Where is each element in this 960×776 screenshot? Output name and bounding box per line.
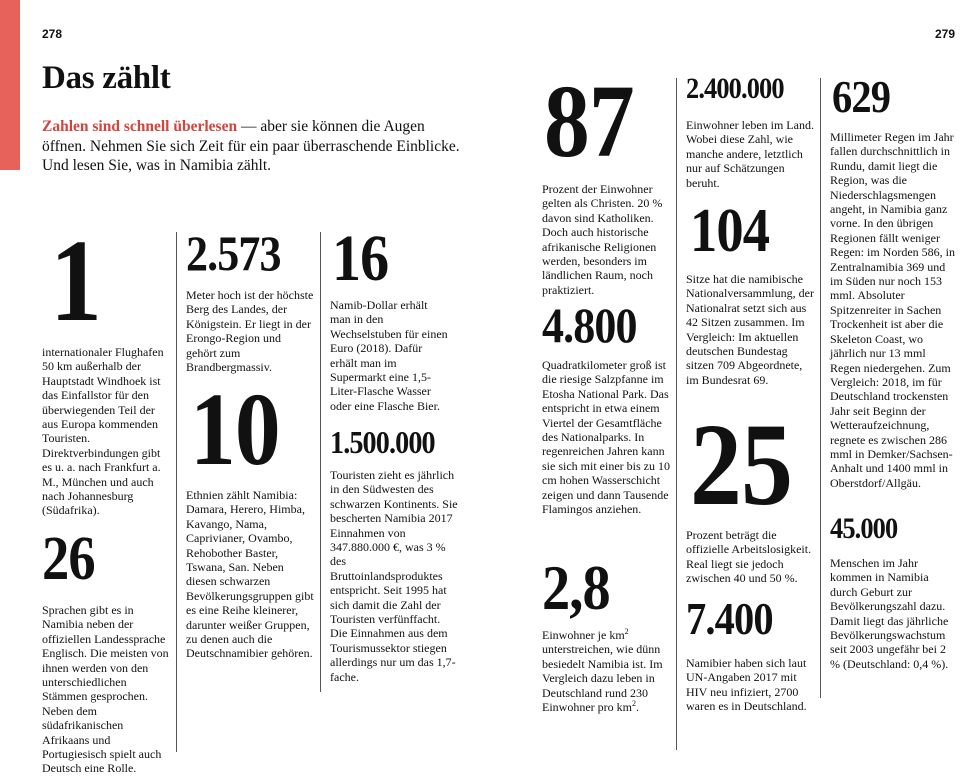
fact-number: 1.500.000 (330, 424, 435, 460)
fact-text (542, 628, 670, 714)
fact-number: 2.573 (186, 225, 281, 281)
fact-text: Sprachen gibt es in Namibia neben der offiziellen Landessprache Englisch. Die meisten von ihnen werden von den unterschiedlichen Stämmen gesprochen. Neben dem südafrikanischen Afrikaans und Portugiesisch spielt auch Deutsch eine Rolle. (42, 603, 169, 776)
fact-text: Millimeter Regen im Jahr fallen durchschnittlich in Rundu, damit liegt die Region, was die Niederschlagsmengen angeht, in Namibia ganz vorne. In den übrigen Regionen fällt weniger Regen: im Norden 586, in Zentralnamibia 369 und im Süden nur noch 153 mml. Absoluter Spitzenreiter in Sachen Trockenheit ist aber die Skeleton Coast, wo jährlich nur 13 mml Regen niedergehen. Zum Vergleich: 2018, im für Deutschland trockensten Jahr seit Beginn der Wetteraufzeichnung, regnete es zwischen 286 mml in Demker/Sachsen-Anhalt und 1400 mml in Oberstdorf/Allgäu. (830, 130, 955, 490)
fact-text: Touristen zieht es jährlich in den Südwesten des schwarzen Kontinents. Sie bescherten Namibia 2017 Einnahmen von 347.880.000 €, was 3 % des Bruttoinlandsproduktes entspricht. Seit 1995 hat sich damit die Zahl der Touristen verfünffacht. Die Einnahmen aus dem Tourismussektor stiegen allerdings nur um das 1,7-fache. (330, 468, 458, 684)
fact-text: Menschen im Jahr kommen in Namibia durch Geburt zur Bevölkerungszahl dazu. Damit liegt das jährliche Bevölkerungswachstum seit 2003 ungefähr bei 2 % (Deutschland: 0,4 %). (830, 556, 949, 671)
intro-highlight: Zahlen sind schnell überlesen (42, 118, 238, 135)
accent-bar (0, 0, 20, 170)
fact-text: Einwohner leben im Land. Wobei diese Zahl, wie manche andere, letztlich nur auf Schätzungen beruht. (686, 118, 814, 190)
fact-text: Quadratkilometer groß ist die riesige Salzpfanne im Etosha National Park. Das entspricht in etwa einem Viertel der Gesamtfläche des Nationalparks. In regenreichen Jahren kann sie sich mit einer bis zu 10 cm hohen Wasserschicht zeigen und dann Tausende Flamingos anziehen. (542, 358, 670, 517)
intro-rest: — aber sie können die Augen öffnen. Nehmen Sie sich Zeit für ein paar überraschende Einblicke. Und lesen Sie, was in Namibia zählt. (42, 118, 460, 174)
page-number-left: 278 (42, 27, 63, 41)
fact-number: 26 (42, 525, 95, 593)
fact-number: 7.400 (686, 593, 773, 644)
superscript: 2 (631, 699, 636, 709)
fact-text: Namibier haben sich laut UN-Angaben 2017 mit HIV neu infiziert, 2700 waren es in Deutschland. (686, 656, 807, 714)
fact-text: internationaler Flughafen 50 km außerhalb der Hauptstadt Windhoek ist das Einfallstor für den überwiegenden Teil der aus Europa kommenden Touristen. Direktverbindungen gibt es u. a. nach Frankfurt a. M., München und auch nach Johannesburg (Südafrika). (42, 345, 164, 518)
fact-number: 10 (190, 372, 280, 487)
superscript: 2 (624, 627, 629, 636)
fact-text-part: unterstreichen, wie dünn besiedelt Namibia ist. Im Vergleich dazu leben in Deutschland rund 230 Einwohner pro km (542, 642, 663, 715)
fact-text-part: Einwohner je km (542, 628, 625, 642)
fact-number: 629 (832, 71, 891, 122)
fact-number: 25 (690, 399, 793, 530)
fact-text-part: . (635, 700, 639, 715)
fact-text: Ethnien zählt Namibia: Damara, Herero, Himba, Kavango, Nama, Caprivianer, Ovambo, Rehobother Baster, Tswana, San. Neben diesen schwarzen Bevölkerungsgruppen gibt es eine Reihe kleinerer, darunter weißer Gruppen, zu denen auch die Deutschnamibier gehören. (186, 488, 314, 661)
fact-text: Sitze hat die namibische Nationalversammlung, der Nationalrat setzt sich aus 42 Sitzen zusammen. Im Vergleich: Im aktuellen deutschen Bundestag sitzen 709 Abgeordnete, im Bundesrat 69. (686, 272, 814, 387)
column-divider (320, 232, 321, 692)
fact-text: Meter hoch ist der höchste Berg des Landes, der Königstein. Er liegt in der Erongo-Region und gehört zum Brandbergmassiv. (186, 288, 314, 375)
page-number-right: 279 (935, 27, 956, 41)
column-divider (176, 232, 177, 752)
column-divider (676, 78, 677, 750)
page-title: Das zählt (42, 60, 171, 96)
intro-text (42, 117, 472, 176)
fact-number: 4.800 (542, 297, 637, 353)
fact-text: Namib-Dollar erhält man in den Wechselstuben für einen Euro (2018). Dafür erhält man im Supermarkt eine 1,5-Liter-Flasche Wasser oder eine Flasche Bier. (330, 298, 448, 413)
fact-number: 2.400.000 (686, 72, 784, 105)
fact-number: 104 (690, 197, 770, 265)
column-divider (820, 78, 821, 698)
fact-number: 1 (50, 215, 102, 346)
fact-number: 45.000 (830, 512, 898, 545)
fact-number: 2,8 (542, 552, 610, 623)
fact-number: 16 (332, 222, 389, 295)
fact-text: Prozent der Einwohner gelten als Christen. 20 % davon sind Katholiken. Doch auch historische afrikanische Religionen werden, besonders im ländlichen Raum, noch praktiziert. (542, 182, 663, 297)
fact-text: Prozent beträgt die offizielle Arbeitslosigkeit. Real liegt sie jedoch zwischen 40 und 50 %. (686, 528, 812, 586)
fact-number: 87 (544, 64, 634, 179)
